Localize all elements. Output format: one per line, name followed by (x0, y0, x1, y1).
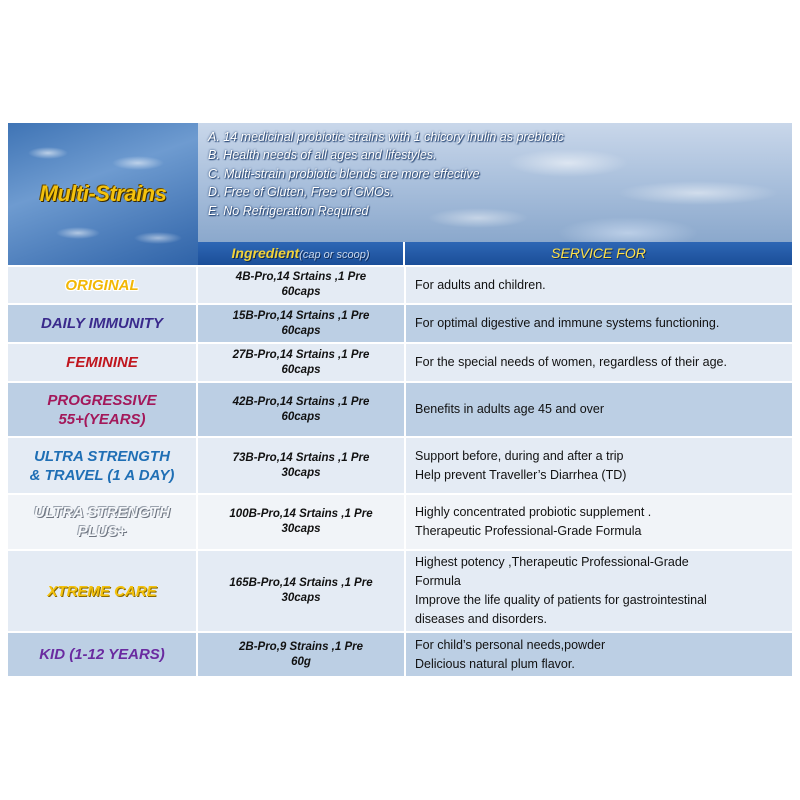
service-cell (406, 438, 792, 493)
intro-list (208, 128, 788, 220)
product-name-line1: PROGRESSIVE (47, 391, 157, 409)
ingredient-line: 42B-Pro,14 Srtains ,1 Pre (232, 395, 370, 408)
service-cell (406, 633, 792, 676)
ingredient-qty: 60caps (281, 410, 321, 423)
product-name-line1: ULTRA STRENGTH (34, 504, 170, 521)
service-cell (406, 344, 792, 381)
product-name: DAILY IMMUNITY (8, 305, 196, 342)
service-line: Benefits in adults age 45 and over (415, 402, 605, 416)
table-row-kid (8, 633, 792, 676)
service-line: Highly concentrated probiotic supplement . (415, 505, 652, 519)
service-line: Improve the life quality of patients for gastrointestinal (415, 593, 707, 607)
table-row-ultra-travel (8, 438, 792, 493)
table-row-feminine (8, 344, 792, 381)
service-cell (406, 305, 792, 342)
product-name: XTREME CARE (8, 551, 196, 631)
column-header-row (198, 242, 792, 265)
product-name: ORIGINAL (8, 267, 196, 303)
ingredient-qty: 30caps (281, 466, 321, 479)
ingredient-line: 4B-Pro,14 Srtains ,1 Pre (235, 271, 367, 283)
ingredient-qty: 60g (291, 655, 311, 668)
ingredient-qty: 60caps (281, 324, 321, 337)
service-line: Support before, during and after a trip (415, 448, 624, 463)
table-row-daily-immunity (8, 305, 792, 342)
service-line: For optimal digestive and immune systems functioning. (415, 316, 720, 330)
ingredient-cell (198, 344, 404, 381)
intro-item-b: B. Health needs of all ages and lifestyles. (208, 148, 437, 163)
service-line: diseases and disorders. (415, 612, 548, 626)
product-comparison-sheet (8, 123, 792, 676)
ingredient-cell (198, 438, 404, 493)
service-line: For the special needs of women, regardless of their age. (415, 355, 727, 369)
ingredient-cell (198, 267, 404, 303)
ingredient-cell (198, 551, 404, 631)
ingredient-qty: 60caps (281, 286, 321, 298)
ingredient-cell (198, 383, 404, 436)
ingredient-line: 2B-Pro,9 Strains ,1 Pre (239, 640, 363, 653)
product-name-line1: ULTRA STRENGTH (34, 447, 170, 465)
ingredient-cell (198, 305, 404, 342)
product-name (8, 495, 196, 549)
ingredient-cell (198, 495, 404, 549)
service-line: Formula (415, 574, 461, 588)
service-cell (406, 495, 792, 549)
ingredient-header-label: Ingredient (231, 245, 300, 261)
ingredient-header-note: (cap or scoop) (299, 249, 370, 261)
ingredient-cell (198, 633, 404, 676)
intro-item-a: A. 14 medicinal probiotic strains with 1 chicory inulin as prebiotic (208, 130, 564, 144)
brand-panel (8, 123, 198, 265)
product-name: KID (1-12 YEARS) (8, 633, 196, 676)
brand-title: Multi-Strains (39, 181, 167, 206)
intro-item-c: C. Multi-strain probiotic blends are more effective (208, 166, 480, 181)
table-row-original (8, 267, 792, 303)
service-cell (406, 383, 792, 436)
service-line: Therapeutic Professional-Grade Formula (415, 524, 642, 538)
product-name-line2: 55+(YEARS) (58, 410, 146, 428)
ingredient-line: 27B-Pro,14 Srtains ,1 Pre (232, 348, 370, 361)
service-cell (406, 551, 792, 631)
ingredient-column-header (198, 242, 403, 265)
service-line: For child’s personal needs,powder (415, 637, 606, 652)
ingredient-line: 165B-Pro,14 Srtains ,1 Pre (229, 577, 373, 589)
product-name (8, 438, 196, 493)
table-row-progressive (8, 383, 792, 436)
ingredient-qty: 60caps (281, 363, 321, 376)
intro-item-e: E. No Refrigeration Required (208, 203, 369, 218)
table-row-xtreme-care (8, 551, 792, 631)
service-column-header: SERVICE FOR (551, 245, 646, 261)
ingredient-qty: 30caps (281, 523, 321, 535)
service-line: Help prevent Traveller’s Diarrhea (TD) (415, 467, 627, 482)
service-line: Highest potency ,Therapeutic Professional-Grade (415, 555, 689, 569)
product-name-line2: & TRAVEL (1 A DAY) (29, 466, 175, 484)
ingredient-line: 100B-Pro,14 Srtains ,1 Pre (229, 508, 373, 520)
intro-item-d: D. Free of Gluten, Free of GMOs. (208, 185, 394, 200)
header-banner (8, 123, 792, 265)
product-name-line2: PLUS+ (77, 523, 127, 540)
ingredient-line: 73B-Pro,14 Srtains ,1 Pre (232, 451, 370, 464)
ingredient-qty: 30caps (281, 592, 321, 604)
product-name: FEMININE (8, 344, 196, 381)
service-line: For adults and children. (415, 277, 546, 292)
service-line: Delicious natural plum flavor. (415, 656, 575, 671)
service-cell (406, 267, 792, 303)
product-name (8, 383, 196, 436)
table-row-ultra-plus (8, 495, 792, 549)
ingredient-line: 15B-Pro,14 Srtains ,1 Pre (232, 309, 370, 322)
